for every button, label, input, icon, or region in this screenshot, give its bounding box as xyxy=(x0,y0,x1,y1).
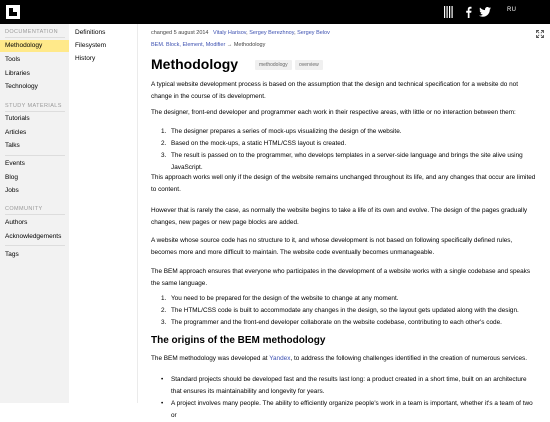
breadcrumb-arrow: → xyxy=(226,42,233,48)
sidebar-item-authors[interactable]: Authors xyxy=(5,219,28,226)
sidebar-item-talks[interactable]: Talks xyxy=(5,142,20,149)
yandex-link[interactable]: Yandex xyxy=(269,355,291,362)
sidebar-item-acknowledgements[interactable]: Acknowledgements xyxy=(5,233,62,240)
sidebar-section-title: DOCUMENTATION xyxy=(5,29,58,35)
paragraph: The BEM approach ensures that everyone who participates in the development of a website works with a single codebase and speaks the same language. xyxy=(151,268,531,287)
sidebar-item-articles[interactable]: Articles xyxy=(5,129,27,136)
subnav-item-history[interactable]: History xyxy=(75,55,96,62)
sidebar-item-technology[interactable]: Technology xyxy=(5,83,38,90)
author-link[interactable]: Sergey Berezhnoy xyxy=(249,30,295,36)
page-title: Methodology xyxy=(151,56,239,72)
sidebar-section-title: COMMUNITY xyxy=(5,206,43,212)
list-item: 2. The HTML/CSS code is built to accommodate any changes in the design, so the layout gets updated along with the design. xyxy=(161,307,519,314)
sidebar-item-jobs[interactable]: Jobs xyxy=(5,187,19,194)
list-item: 3. The result is passed on to the programmer, who develops templates in a server-side language and brings the site alive using JavaScript. xyxy=(161,152,523,171)
sidebar-divider xyxy=(5,111,65,112)
breadcrumb-link[interactable]: BEM. Block, Element, Modifier xyxy=(151,42,226,48)
sidebar-item-events[interactable]: Events xyxy=(5,160,25,167)
author-link[interactable]: Vitaly Harisov xyxy=(213,30,247,36)
sidebar xyxy=(0,24,69,403)
bem-logo-icon[interactable] xyxy=(6,5,20,19)
subnav-item-definitions[interactable]: Definitions xyxy=(75,29,106,36)
paragraph: This approach works well only if the design of the website remains unchanged throughout its life, and any changes that occur are limited to content. xyxy=(151,174,536,193)
language-switch[interactable]: RU xyxy=(507,7,517,13)
github-icon[interactable] xyxy=(444,6,454,18)
sidebar-item-tags[interactable]: Tags xyxy=(5,251,19,258)
list-item: 2. Based on the mock-ups, a static HTML/CSS layout is created. xyxy=(161,140,347,147)
tag-overview[interactable]: overview xyxy=(295,60,323,70)
author-link[interactable]: Sergey Belov xyxy=(297,30,330,36)
top-bar xyxy=(0,0,550,24)
sidebar-section-title: STUDY MATERIALS xyxy=(5,103,62,109)
list-item: 1. You need to be prepared for the design of the website to change at any moment. xyxy=(161,295,399,302)
sidebar-divider xyxy=(5,37,65,38)
tag-methodology[interactable]: methodology xyxy=(255,60,292,70)
subnav xyxy=(69,24,138,403)
paragraph: A website whose source code has no structure to it, and whose development is not based on following specifically defined rules, becomes more and more difficult to maintain. The website code eventually becomes unmanageable. xyxy=(151,237,513,256)
paragraph: A typical website development process is based on the assumption that the design and technical specification for a website do not change in the course of its development. xyxy=(151,81,518,100)
paragraph: The BEM methodology was developed at Yandex, to address the following challenges identified in the creation of numerous services. xyxy=(151,355,527,362)
list-item: 1. The designer prepares a series of mock-ups visualizing the design of the website. xyxy=(161,128,402,135)
expand-icon[interactable] xyxy=(536,30,544,38)
sidebar-item-methodology[interactable]: Methodology xyxy=(0,40,69,52)
sidebar-item-tutorials[interactable]: Tutorials xyxy=(5,115,30,122)
facebook-icon[interactable] xyxy=(465,6,472,18)
sidebar-divider xyxy=(5,214,65,215)
sidebar-item-blog[interactable]: Blog xyxy=(5,174,19,181)
paragraph: The designer, front-end developer and programmer each work in their respective areas, with little or no interaction between them: xyxy=(151,109,516,116)
subnav-item-filesystem[interactable]: Filesystem xyxy=(75,42,107,49)
section-heading: The origins of the BEM methodology xyxy=(151,335,326,346)
list-item: 3. The programmer and the front-end developer collaborate on the website codebase, contributing to each other's code. xyxy=(161,319,502,326)
breadcrumb xyxy=(151,42,265,48)
article-meta: changed 5 august 2014 Vitaly Harisov, Sergey Berezhnoy, Sergey Belov xyxy=(151,30,330,36)
sidebar-item-tools[interactable]: Tools xyxy=(5,56,21,63)
sidebar-divider xyxy=(5,155,65,156)
sidebar-item-libraries[interactable]: Libraries xyxy=(5,70,30,77)
breadcrumb-current: Methodology xyxy=(233,42,266,48)
twitter-icon[interactable] xyxy=(479,6,491,18)
article xyxy=(151,24,543,419)
paragraph: However that is rarely the case, as normally the website begins to take a life of its own and evolve. The design of the pages gradually changes, new pages or new page blocks are added. xyxy=(151,207,528,226)
list-item: • A project involves many people. The ability to efficiently organize people's work in a team is important, whether it's a team of two or xyxy=(161,400,533,419)
list-item: • Standard projects should be developed fast and the results last long: a product created in a short time, built on an architecture that ensures its maintainability and longevity for years. xyxy=(161,376,527,395)
changed-date: changed 5 august 2014 xyxy=(151,30,209,36)
sidebar-divider xyxy=(5,245,65,246)
